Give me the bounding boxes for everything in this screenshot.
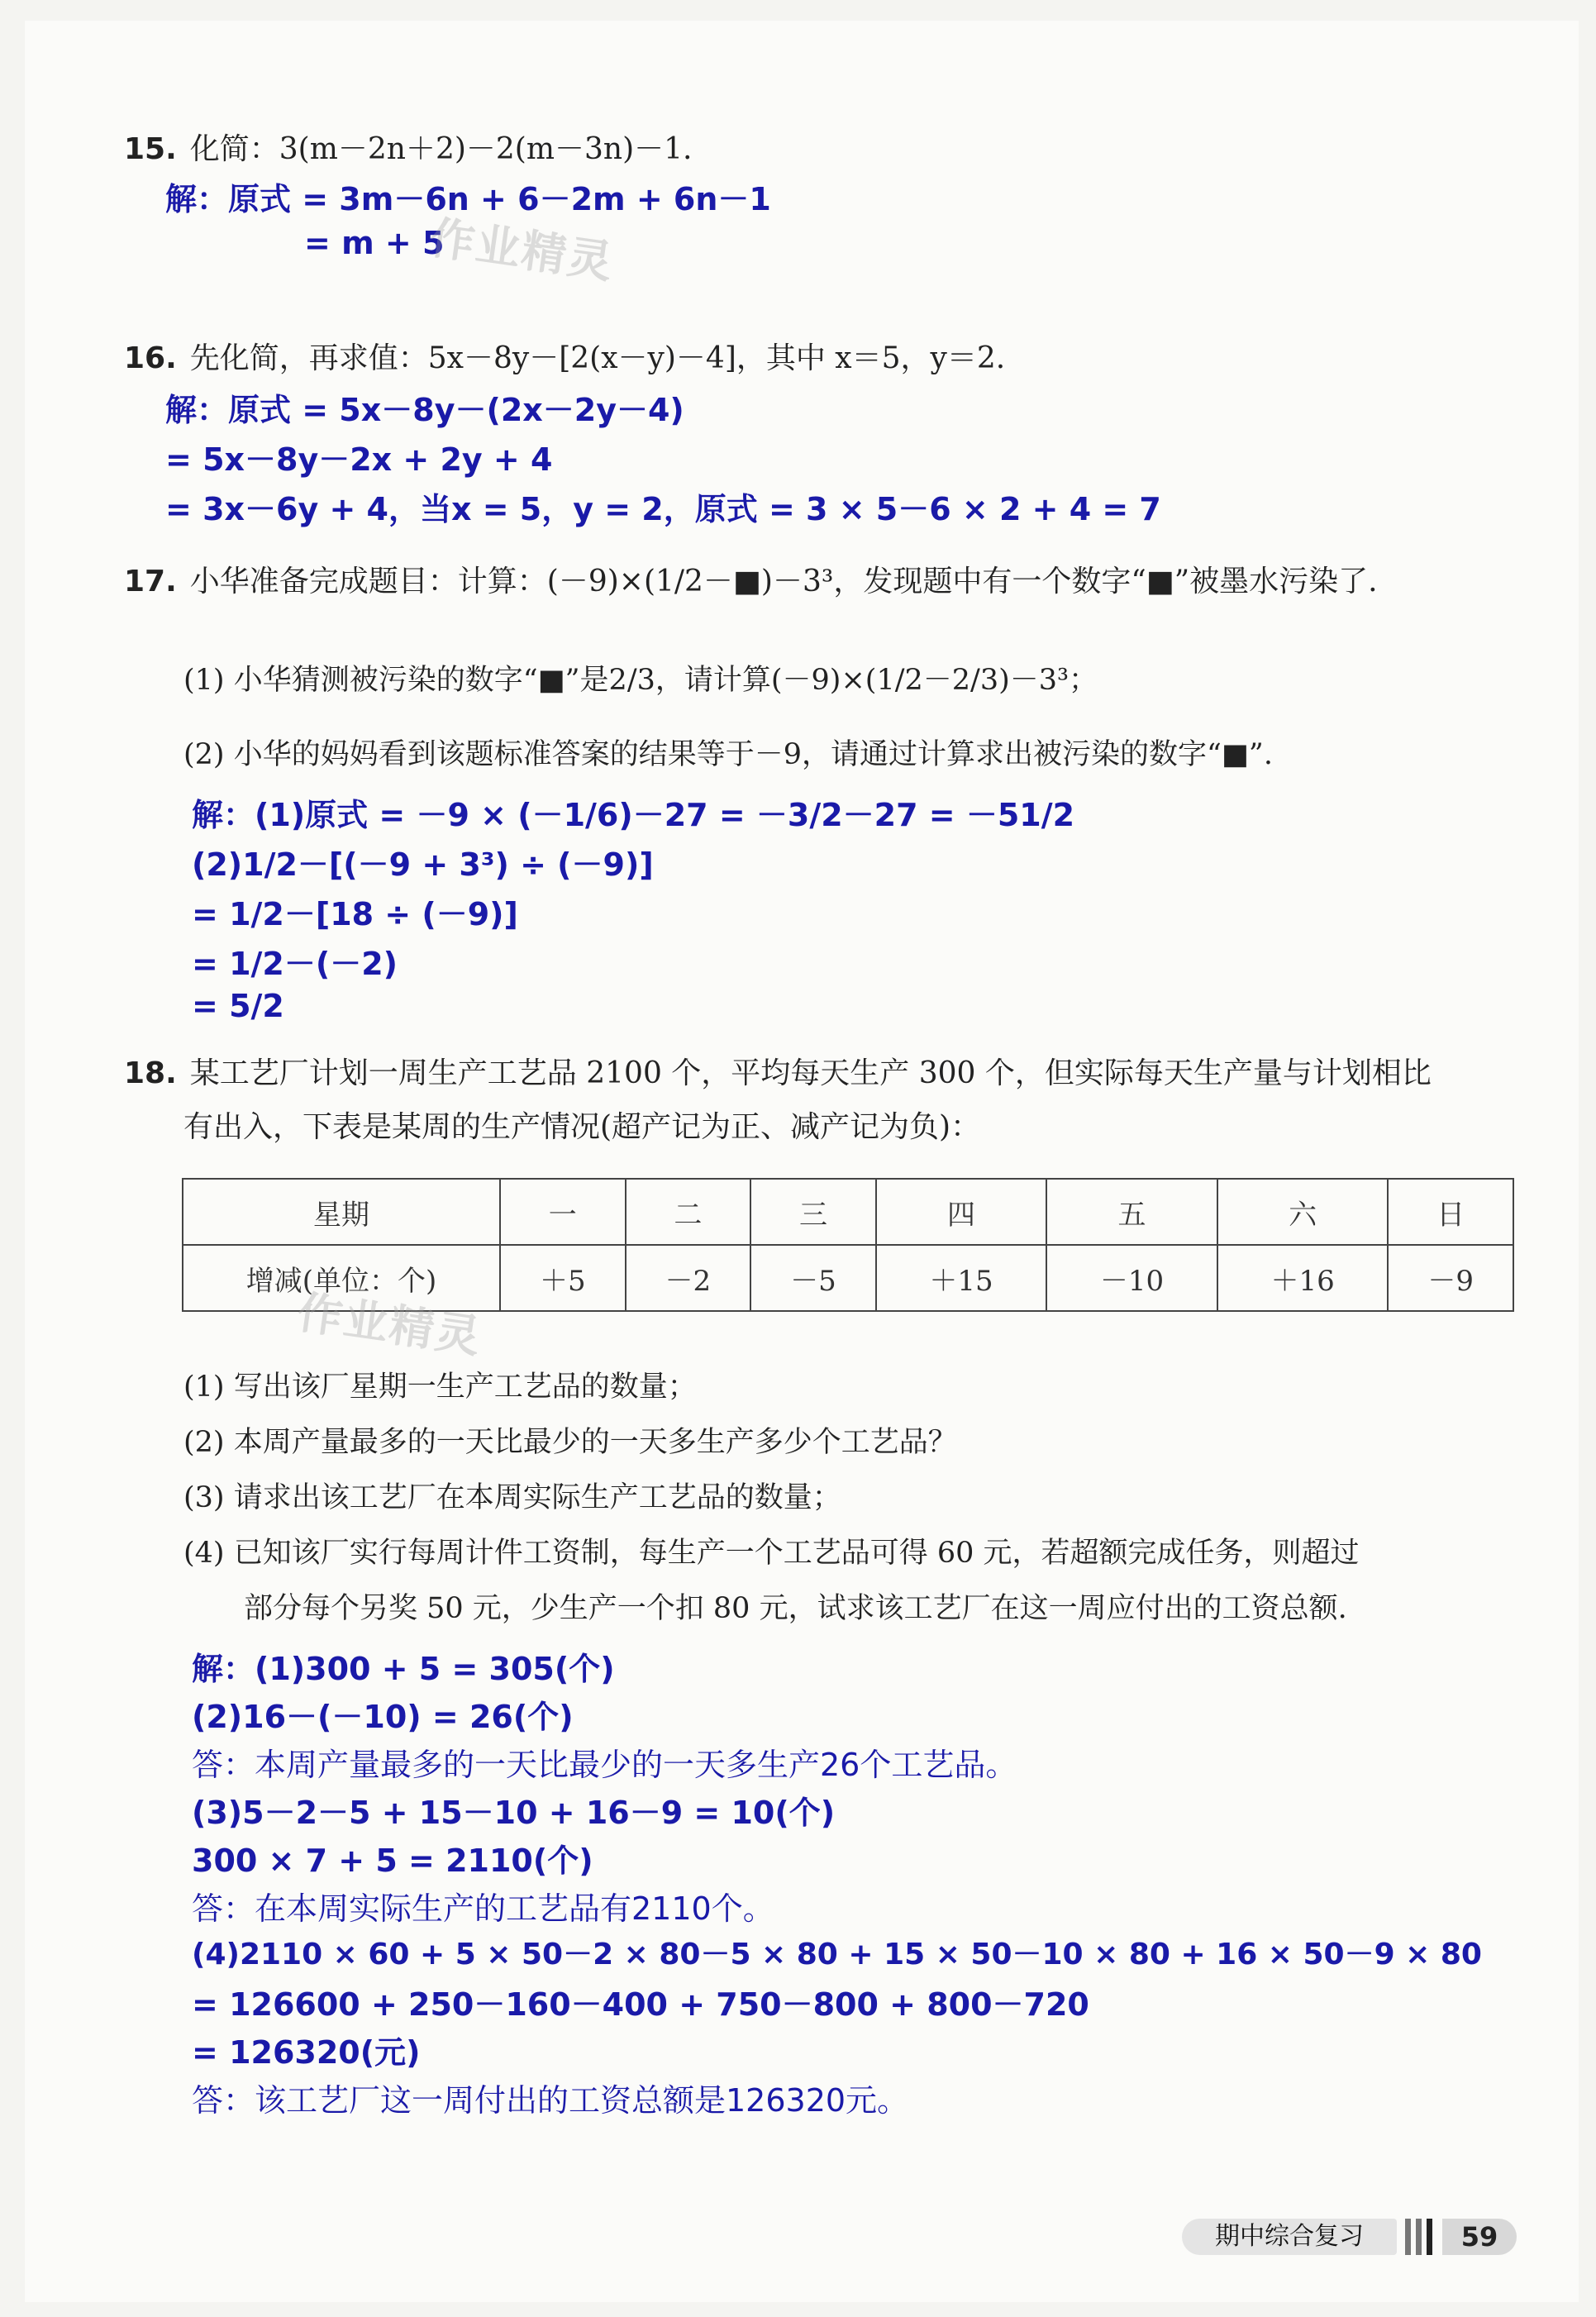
q17-answer-line-3: = 1/2－[18 ÷ (－9)]	[192, 896, 518, 932]
page-number: 59	[1442, 2219, 1517, 2255]
table-cell-value: ＋5	[500, 1245, 626, 1311]
table-cell-day: 日	[1388, 1179, 1513, 1245]
table-header-change: 增减(单位：个)	[183, 1245, 500, 1311]
q18-answer-line-5: 300 × 7 + 5 = 2110(个)	[192, 1843, 593, 1879]
q15-answer-line-1: 解：原式 = 3m－6n + 6－2m + 6n－1	[165, 181, 771, 217]
table-cell-value: －10	[1046, 1245, 1217, 1311]
q18-question-1: 某工艺厂计划一周生产工艺品 2100 个，平均每天生产 300 个，但实际每天生产量与计划相比	[189, 1056, 1432, 1090]
q18-text-line-1	[124, 1050, 1432, 1092]
q17-part-1: (1) 小华猜测被污染的数字“■”是2/3，请计算(－9)×(1/2－2/3)－3³；	[183, 664, 1098, 697]
q15-answer-line-2: = m + 5	[304, 225, 445, 261]
q18-answer-line-8: = 126600 + 250－160－400 + 750－800 + 800－720	[192, 1986, 1089, 2023]
q17-answer-line-2: (2)1/2－[(－9 + 3³) ÷ (－9)]	[192, 846, 654, 883]
table-row	[183, 1179, 1513, 1245]
q15-number: 15.	[124, 132, 177, 166]
q15-question: 化简：3(m－2n＋2)－2(m－3n)－1.	[189, 132, 693, 166]
q16-text	[124, 335, 1005, 377]
q18-answer-line-6: 答：在本周实际生产的工艺品有2110个。	[192, 1890, 774, 1927]
q18-answer-line-7: (4)2110 × 60 + 5 × 50－2 × 80－5 × 80 + 15 × 50－10 × 80 + 16 × 50－9 × 80	[192, 1938, 1482, 1971]
table-cell-value: ＋16	[1217, 1245, 1389, 1311]
q18-answer-line-10: 答：该工艺厂这一周付出的工资总额是126320元。	[192, 2082, 909, 2119]
table-cell-day: 二	[626, 1179, 751, 1245]
q15-text	[124, 126, 692, 168]
q16-answer-line-1: 解：原式 = 5x－8y－(2x－2y－4)	[165, 392, 684, 428]
q17-part-2: (2) 小华的妈妈看到该题标准答案的结果等于－9，请通过计算求出被污染的数字“■”.	[183, 738, 1273, 771]
q16-question: 先化简，再求值：5x－8y－[2(x－y)－4]，其中 x＝5，y＝2.	[189, 341, 1006, 375]
table-cell-value: －2	[626, 1245, 751, 1311]
table-cell-value: ＋15	[876, 1245, 1047, 1311]
q18-part-4a: (4) 已知该厂实行每周计件工资制，每生产一个工艺品可得 60 元，若超额完成任务，则超过	[183, 1537, 1360, 1570]
watermark-mid: 作业精灵	[294, 1285, 485, 1364]
q18-answer-line-1: 解：(1)300 + 5 = 305(个)	[192, 1651, 615, 1687]
q17-answer-line-4: = 1/2－(－2)	[192, 946, 398, 982]
footer-bars	[1405, 2219, 1437, 2258]
q18-number: 18.	[124, 1056, 177, 1090]
table-cell-value: －5	[750, 1245, 876, 1311]
table-header-weekday: 星期	[183, 1179, 500, 1245]
table-cell-day: 三	[750, 1179, 876, 1245]
table-cell-value: －9	[1388, 1245, 1513, 1311]
q16-number: 16.	[124, 341, 177, 375]
q18-part-3: (3) 请求出该工艺厂在本周实际生产工艺品的数量；	[183, 1481, 841, 1514]
table-cell-day: 五	[1046, 1179, 1217, 1245]
q18-text-line-2: 有出入，下表是某周的生产情况(超产记为正、减产记为负)：	[183, 1110, 981, 1144]
table-cell-day: 一	[500, 1179, 626, 1245]
q18-answer-line-2: (2)16－(－10) = 26(个)	[192, 1699, 574, 1735]
q18-part-4b: 部分每个另奖 50 元，少生产一个扣 80 元，试求该工艺厂在这一周应付出的工资总额.	[244, 1592, 1347, 1625]
section-label: 期中综合复习	[1182, 2219, 1397, 2255]
q18-part-1: (1) 写出该厂星期一生产工艺品的数量；	[183, 1371, 697, 1404]
q17-answer-line-1: 解：(1)原式 = －9 × (－1/6)－27 = －3/2－27 = －51/2	[192, 797, 1075, 833]
q17-question: 小华准备完成题目：计算：(－9)×(1/2－■)－3³，发现题中有一个数字“■”被墨水污染了.	[189, 565, 1378, 598]
table-cell-day: 四	[876, 1179, 1047, 1245]
watermark-top: 作业精灵	[426, 211, 617, 289]
q16-answer-line-3: = 3x－6y + 4，当x = 5，y = 2，原式 = 3 × 5－6 × 2 + 4 = 7	[165, 491, 1161, 527]
q16-answer-line-2: = 5x－8y－2x + 2y + 4	[165, 441, 553, 478]
q18-answer-line-3: 答：本周产量最多的一天比最少的一天多生产26个工艺品。	[192, 1747, 1017, 1783]
table-cell-day: 六	[1217, 1179, 1389, 1245]
q17-number: 17.	[124, 565, 177, 598]
q18-part-2: (2) 本周产量最多的一天比最少的一天多生产多少个工艺品？	[183, 1426, 957, 1459]
q18-answer-line-4: (3)5－2－5 + 15－10 + 16－9 = 10(个)	[192, 1795, 836, 1831]
q18-answer-line-9: = 126320(元)	[192, 2034, 421, 2071]
q17-text	[124, 558, 1378, 600]
q17-answer-line-5: = 5/2	[192, 988, 284, 1024]
